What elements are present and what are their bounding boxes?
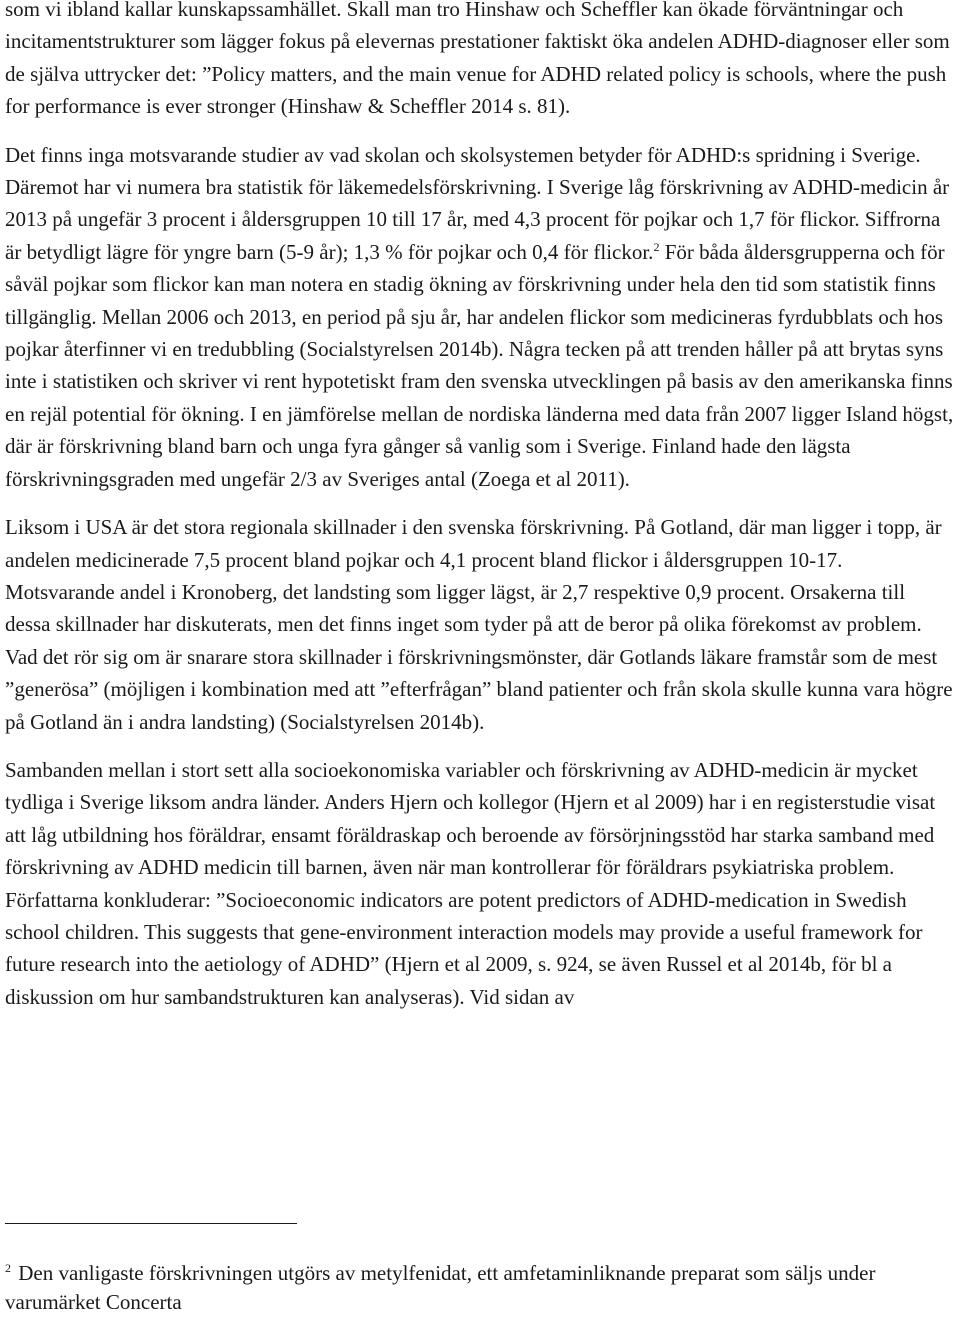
paragraph-text: som vi ibland kallar kunskapssamhället. Skall man tro Hinshaw och Scheffler kan ökade förväntningar och incitamentstrukturer som lägger fokus på elevernas prestationer faktiskt öka andelen ADHD-diagnoser eller som de själva uttrycker det: ”Policy matters, and the main venue for ADHD related policy is schools, where the push for performance is ever stronger (Hinshaw & Scheffler 2014 s. 81). xyxy=(5,0,950,119)
document-body xyxy=(5,0,955,1013)
paragraph-text: För båda åldersgrupperna och för såväl pojkar som flickor kan man notera en stadig ökning av förskrivning under hela den tid som statistik finns tillgänglig. Mellan 2006 och 2013, en period på sju år, har andelen flickor som medicineras fyrdubblats och hos pojkar återfinner vi en tredubbling (Socialstyrelsen 2014b). Några tecken på att trenden håller på att brytas syns inte i statistiken och skriver vi rent hypotetiskt fram den svenska utvecklingen på basis av den amerikanska finns en rejäl potential för ökning. I en jämförelse mellan de nordiska länderna med data från 2007 ligger Island högst, där är förskrivning bland barn och unga fyra gånger så vanlig som i Sverige. Finland hade den lägsta förskrivningsgraden med ungefär 2/3 av Sveriges antal (Zoega et al 2011). xyxy=(5,239,954,491)
footnote-text: Den vanligaste förskrivningen utgörs av metylfenidat, ett amfetaminliknande preparat som säljs under varumärket Concerta xyxy=(5,1261,876,1314)
paragraph-text: Sambanden mellan i stort sett alla socioekonomiska variabler och förskrivning av ADHD-medicin är mycket tydliga i Sverige liksom andra länder. Anders Hjern och kollegor (Hjern et al 2009) har i en registerstudie visat att låg utbildning hos föräldrar, ensamt föräldraskap och beroende av försörjningsstöd har starka samband med förskrivning av ADHD medicin till barnen, även när man kontrollerar för föräldrars psykiatriska problem. Författarna konkluderar: ”Socioeconomic indicators are potent predictors of ADHD-medication in Swedish school children. This suggests that gene-environment interaction models may provide a useful framework for future research into the aetiology of ADHD” (Hjern et al 2009, s. 924, se även Russel et al 2014b, för bl a diskussion om hur sambandstrukturen kan analyseras). Vid sidan av xyxy=(5,757,936,1009)
paragraph xyxy=(5,511,955,738)
paragraph xyxy=(5,139,955,495)
footnote-number: 2 xyxy=(5,1261,11,1275)
footnote-reference[interactable]: 2 xyxy=(653,239,660,254)
paragraph xyxy=(5,754,955,1013)
paragraph xyxy=(5,0,955,123)
paragraph-text: Liksom i USA är det stora regionala skillnader i den svenska förskrivning. På Gotland, där man ligger i topp, är andelen medicinerade 7,5 procent bland pojkar och 4,1 procent bland flickor i åldersgruppen 10-17. Motsvarande andel i Kronoberg, det landsting som ligger lägst, är 2,7 respektive 0,9 procent. Orsakerna till dessa skillnader har diskuterats, men det finns inget som tyder på att de beror på olika förekomst av problem. Vad det rör sig om är snarare stora skillnader i förskrivningsmönster, där Gotlands läkare framstår som de mest ”generösa” (möjligen i kombination med att ”efterfrågan” bland patienter och från skola skulle kunna vara högre på Gotland än i andra landsting) (Socialstyrelsen 2014b). xyxy=(5,515,953,734)
footnote xyxy=(5,1259,955,1317)
paragraph-text: Det finns inga motsvarande studier av vad skolan och skolsystemen betyder för ADHD:s spridning i Sverige. Däremot har vi numera bra statistik för läkemedelsförskrivning. I Sverige låg förskrivning av ADHD-medicin år 2013 på ungefär 3 procent i åldersgruppen 10 till 17 år, med 4,3 procent för pojkar och 1,7 för flickor. Siffrorna är betydligt lägre för yngre barn (5-9 år); 1,3 % för pojkar och 0,4 för flickor. xyxy=(5,142,950,264)
footnote-separator xyxy=(5,1223,297,1224)
